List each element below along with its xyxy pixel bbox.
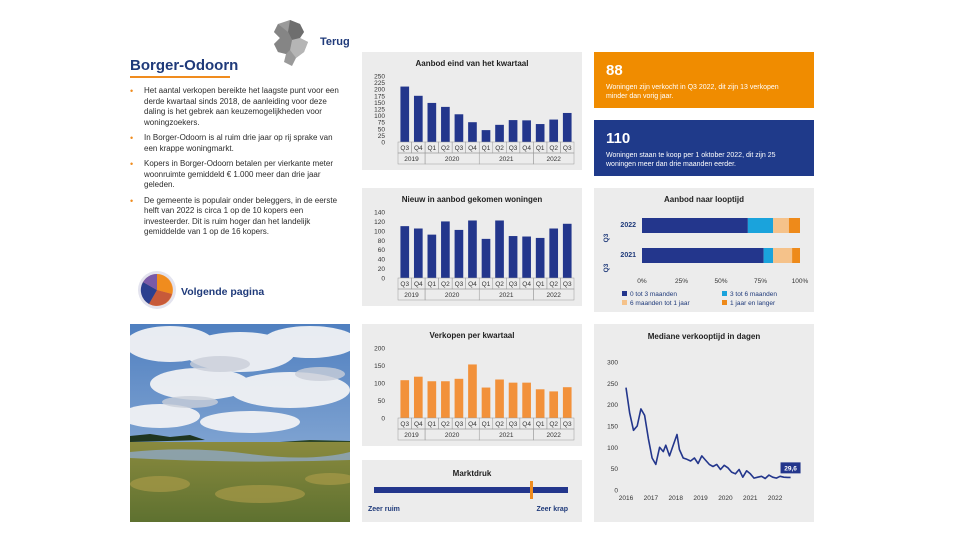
- aanbod-bar-chart: [362, 52, 582, 170]
- legend-label: 6 maanden tot 1 jaar: [630, 300, 690, 307]
- bar: [509, 120, 518, 142]
- bar: [455, 230, 464, 278]
- bar: [563, 113, 572, 142]
- year-label: 2020: [444, 432, 460, 439]
- x-tick-label: 75%: [753, 278, 768, 285]
- year-label: 2021: [499, 432, 514, 439]
- bar: [549, 229, 558, 279]
- year-label: 2019: [404, 156, 419, 163]
- looptijd-stacked-chart: [594, 188, 814, 312]
- bar: [468, 364, 477, 418]
- bar: [495, 220, 504, 278]
- y-tick-label: 175: [374, 93, 385, 101]
- bar: [414, 96, 423, 142]
- kpi-supply: [594, 120, 814, 176]
- stacked-segment: [773, 218, 789, 233]
- y-tick-label: 20: [377, 266, 385, 274]
- x-tick-label: Q2: [549, 281, 559, 288]
- bar: [549, 391, 558, 418]
- group-label: Q3: [603, 263, 610, 273]
- verkooptijd-line-chart: [594, 324, 814, 522]
- year-label: 2020: [444, 292, 460, 299]
- bar: [509, 383, 518, 418]
- bar: [455, 114, 464, 142]
- panel-looptijd: [594, 188, 814, 312]
- bar: [428, 235, 437, 278]
- x-tick-label: Q3: [454, 281, 464, 288]
- highlights-list: [130, 86, 348, 243]
- x-tick-label: 2020: [718, 495, 733, 502]
- bar: [414, 377, 423, 418]
- highlight-item: • Het aantal verkopen bereikte het laagste punt voor een derde kwartaal sinds 2018, de aanleiding voor deze daling is het gebrek aan keuzemogelijkheden voor woningzoekers.: [130, 86, 348, 128]
- y-tick-label: 225: [374, 80, 385, 88]
- y-tick-label: 150: [374, 99, 385, 107]
- y-tick-label: 150: [374, 363, 385, 370]
- y-tick-label: 0: [614, 487, 618, 495]
- bar: [482, 239, 491, 278]
- x-tick-label: 2022: [767, 495, 783, 502]
- marktdruk-left-label: Zeer ruim: [368, 506, 400, 513]
- y-tick-label: 40: [377, 256, 385, 264]
- year-label: 2021: [499, 292, 514, 299]
- x-tick-label: 2016: [618, 495, 634, 502]
- x-tick-label: Q3: [562, 281, 572, 288]
- legend-swatch: [722, 300, 727, 305]
- x-tick-label: Q4: [468, 145, 477, 152]
- x-tick-label: Q3: [400, 421, 410, 428]
- y-tick-label: 50: [377, 398, 385, 405]
- highlight-item: • De gemeente is populair onder beleggers, in de eerste helft van 2022 is circa 1 op de 10 kopers een investeerder. Dit is ruim hoger dan het landelijk gemiddelde van 1 op de 16 kopers.: [130, 196, 348, 238]
- x-tick-label: Q2: [549, 421, 559, 428]
- kpi-sales-text: Woningen zijn verkocht in Q3 2022, dit zijn 13 verkopen minder dan vorig jaar.: [606, 84, 779, 100]
- x-tick-label: Q2: [441, 281, 450, 288]
- marktdruk-title: Marktdruk: [452, 469, 492, 478]
- bar: [563, 224, 572, 278]
- x-tick-label: 2019: [693, 495, 708, 502]
- x-tick-label: Q1: [535, 145, 545, 152]
- bar: [468, 220, 477, 278]
- bar: [563, 387, 572, 418]
- y-tick-label: 140: [374, 209, 385, 217]
- y-tick-label: 200: [374, 345, 385, 353]
- x-tick-label: Q4: [468, 421, 477, 428]
- bar: [414, 229, 423, 279]
- y-tick-label: 75: [377, 119, 385, 127]
- kpi-sales: [594, 52, 814, 108]
- y-tick-label: 25: [377, 132, 385, 140]
- x-tick-label: 25%: [674, 278, 689, 285]
- municipality-title: Borger-Odoorn: [130, 57, 239, 74]
- year-label: 2022: [546, 292, 561, 299]
- bar: [428, 381, 437, 418]
- legend-swatch: [722, 291, 727, 296]
- x-tick-label: Q4: [522, 281, 531, 288]
- bar: [441, 221, 450, 278]
- highlight-item: • In Borger-Odoorn is al ruim drie jaar op rij sprake van een krappe woningmarkt.: [130, 133, 348, 154]
- x-tick-label: Q3: [562, 421, 572, 428]
- bar: [536, 124, 545, 142]
- kpi-supply-text: Woningen staan te koop per 1 oktober 2022, dit zijn 25 woningen meer dan drie maanden eerder.: [606, 152, 776, 168]
- x-tick-label: Q3: [454, 421, 464, 428]
- stacked-segment: [748, 218, 773, 233]
- stacked-segment: [789, 218, 800, 233]
- pie-chart-icon: [137, 270, 177, 310]
- x-tick-label: Q1: [427, 281, 437, 288]
- y-tick-label: 0: [381, 415, 385, 423]
- y-tick-label: 300: [607, 359, 618, 367]
- series-line: [626, 388, 791, 479]
- x-tick-label: Q1: [427, 145, 437, 152]
- bar: [400, 226, 409, 278]
- x-tick-label: Q3: [508, 281, 518, 288]
- y-tick-label: 50: [610, 466, 618, 474]
- x-tick-label: Q1: [535, 281, 545, 288]
- bar: [400, 380, 409, 418]
- x-tick-label: Q2: [495, 145, 504, 152]
- legend-label: 3 tot 6 maanden: [730, 291, 777, 298]
- panel-aanbod: [362, 52, 582, 170]
- bar: [482, 388, 491, 418]
- bar: [495, 125, 504, 142]
- y-tick-label: 125: [374, 106, 385, 114]
- marktdruk-marker: [530, 481, 533, 499]
- marktdruk-bar: [374, 487, 568, 493]
- x-tick-label: Q2: [495, 421, 504, 428]
- x-tick-label: 50%: [714, 278, 728, 285]
- bar: [522, 120, 531, 142]
- bar: [536, 238, 545, 278]
- stacked-segment: [773, 248, 792, 263]
- x-tick-label: Q4: [522, 421, 531, 428]
- x-tick-label: 2017: [643, 495, 659, 502]
- y-tick-label: 0: [381, 139, 385, 147]
- y-tick-label: 100: [607, 444, 618, 452]
- nieuw-bar-chart: [362, 188, 582, 306]
- panel-nieuw: [362, 188, 582, 306]
- x-tick-label: 2018: [668, 495, 683, 502]
- x-tick-label: Q1: [481, 421, 491, 428]
- legend-swatch: [622, 291, 627, 296]
- kpi-sales-number: 88: [606, 62, 623, 79]
- landscape-photo: [130, 324, 350, 522]
- next-page-button[interactable]: [137, 270, 297, 310]
- x-tick-label: Q4: [522, 145, 531, 152]
- chart-title: Mediane verkooptijd in dagen: [647, 332, 761, 341]
- bar: [468, 122, 477, 142]
- y-tick-label: 80: [377, 237, 385, 245]
- group-label: Q3: [603, 233, 610, 243]
- y-tick-label: 150: [607, 423, 618, 431]
- y-tick-label: 50: [377, 126, 385, 134]
- last-value-label: 29,6: [784, 465, 797, 473]
- back-link[interactable]: Terug: [320, 36, 350, 48]
- x-tick-label: Q2: [495, 281, 504, 288]
- chart-title: Verkopen per kwartaal: [429, 331, 515, 340]
- bar: [549, 120, 558, 142]
- legend-swatch: [622, 300, 627, 305]
- stacked-segment: [642, 248, 764, 263]
- bar: [455, 379, 464, 418]
- bar: [441, 107, 450, 142]
- marktdruk-right-label: Zeer krap: [536, 506, 568, 513]
- panel-verkooptijd: [594, 324, 814, 522]
- x-tick-label: Q4: [468, 281, 477, 288]
- bar: [441, 381, 450, 418]
- panel-marktdruk: [362, 460, 582, 522]
- category-label: 2022: [620, 222, 636, 229]
- chart-title: Nieuw in aanbod gekomen woningen: [401, 195, 543, 204]
- stacked-segment: [764, 248, 773, 263]
- x-tick-label: Q3: [400, 281, 410, 288]
- x-tick-label: Q1: [535, 421, 545, 428]
- y-tick-label: 250: [374, 73, 385, 81]
- x-tick-label: Q4: [413, 145, 423, 152]
- y-tick-label: 0: [381, 275, 385, 283]
- x-tick-label: Q3: [508, 421, 518, 428]
- year-label: 2019: [404, 432, 419, 439]
- verkopen-bar-chart: [362, 324, 582, 446]
- bar: [482, 130, 491, 142]
- y-tick-label: 60: [377, 247, 385, 255]
- stacked-segment: [642, 218, 748, 233]
- stacked-segment: [792, 248, 800, 263]
- y-tick-label: 100: [374, 380, 385, 388]
- legend-label: 1 jaar en langer: [730, 300, 776, 307]
- x-tick-label: Q3: [454, 145, 464, 152]
- x-tick-label: Q1: [481, 145, 491, 152]
- province-map-icon[interactable]: [270, 18, 316, 68]
- year-label: 2021: [499, 156, 514, 163]
- chart-title: Aanbod eind van het kwartaal: [415, 59, 529, 68]
- x-tick-label: Q3: [400, 145, 410, 152]
- x-tick-label: 0%: [637, 278, 647, 285]
- highlight-item: • Kopers in Borger-Odoorn betalen per vierkante meter woonruimte gemiddeld € 1.000 meer dan drie jaar geleden.: [130, 159, 348, 191]
- category-label: 2021: [620, 252, 636, 259]
- x-tick-label: Q2: [441, 421, 450, 428]
- legend-label: 0 tot 3 maanden: [630, 291, 677, 298]
- bar: [495, 380, 504, 419]
- y-tick-label: 100: [374, 113, 385, 121]
- year-label: 2019: [404, 292, 419, 299]
- bar: [522, 383, 531, 418]
- title-underline: [130, 76, 230, 78]
- x-tick-label: Q1: [427, 421, 437, 428]
- x-tick-label: 2021: [743, 495, 758, 502]
- y-tick-label: 200: [607, 402, 618, 410]
- year-label: 2020: [444, 156, 460, 163]
- panel-verkopen: [362, 324, 582, 446]
- bar: [522, 237, 531, 278]
- bar: [509, 236, 518, 278]
- x-tick-label: Q3: [562, 145, 572, 152]
- y-tick-label: 120: [374, 218, 385, 226]
- bar: [536, 389, 545, 418]
- year-label: 2022: [546, 156, 561, 163]
- x-tick-label: Q2: [441, 145, 450, 152]
- y-tick-label: 250: [607, 380, 618, 388]
- x-tick-label: Q4: [413, 281, 423, 288]
- x-tick-label: Q3: [508, 145, 518, 152]
- x-tick-label: 100%: [791, 278, 809, 285]
- kpi-supply-number: 110: [606, 130, 631, 147]
- x-tick-label: Q1: [481, 281, 491, 288]
- bar: [428, 103, 437, 142]
- bar: [400, 87, 409, 142]
- year-label: 2022: [546, 432, 561, 439]
- x-tick-label: Q4: [413, 421, 423, 428]
- y-tick-label: 200: [374, 86, 385, 94]
- next-page-label: Volgende pagina: [181, 286, 265, 298]
- y-tick-label: 100: [374, 228, 385, 236]
- x-tick-label: Q2: [549, 145, 559, 152]
- chart-title: Aanbod naar looptijd: [664, 195, 744, 204]
